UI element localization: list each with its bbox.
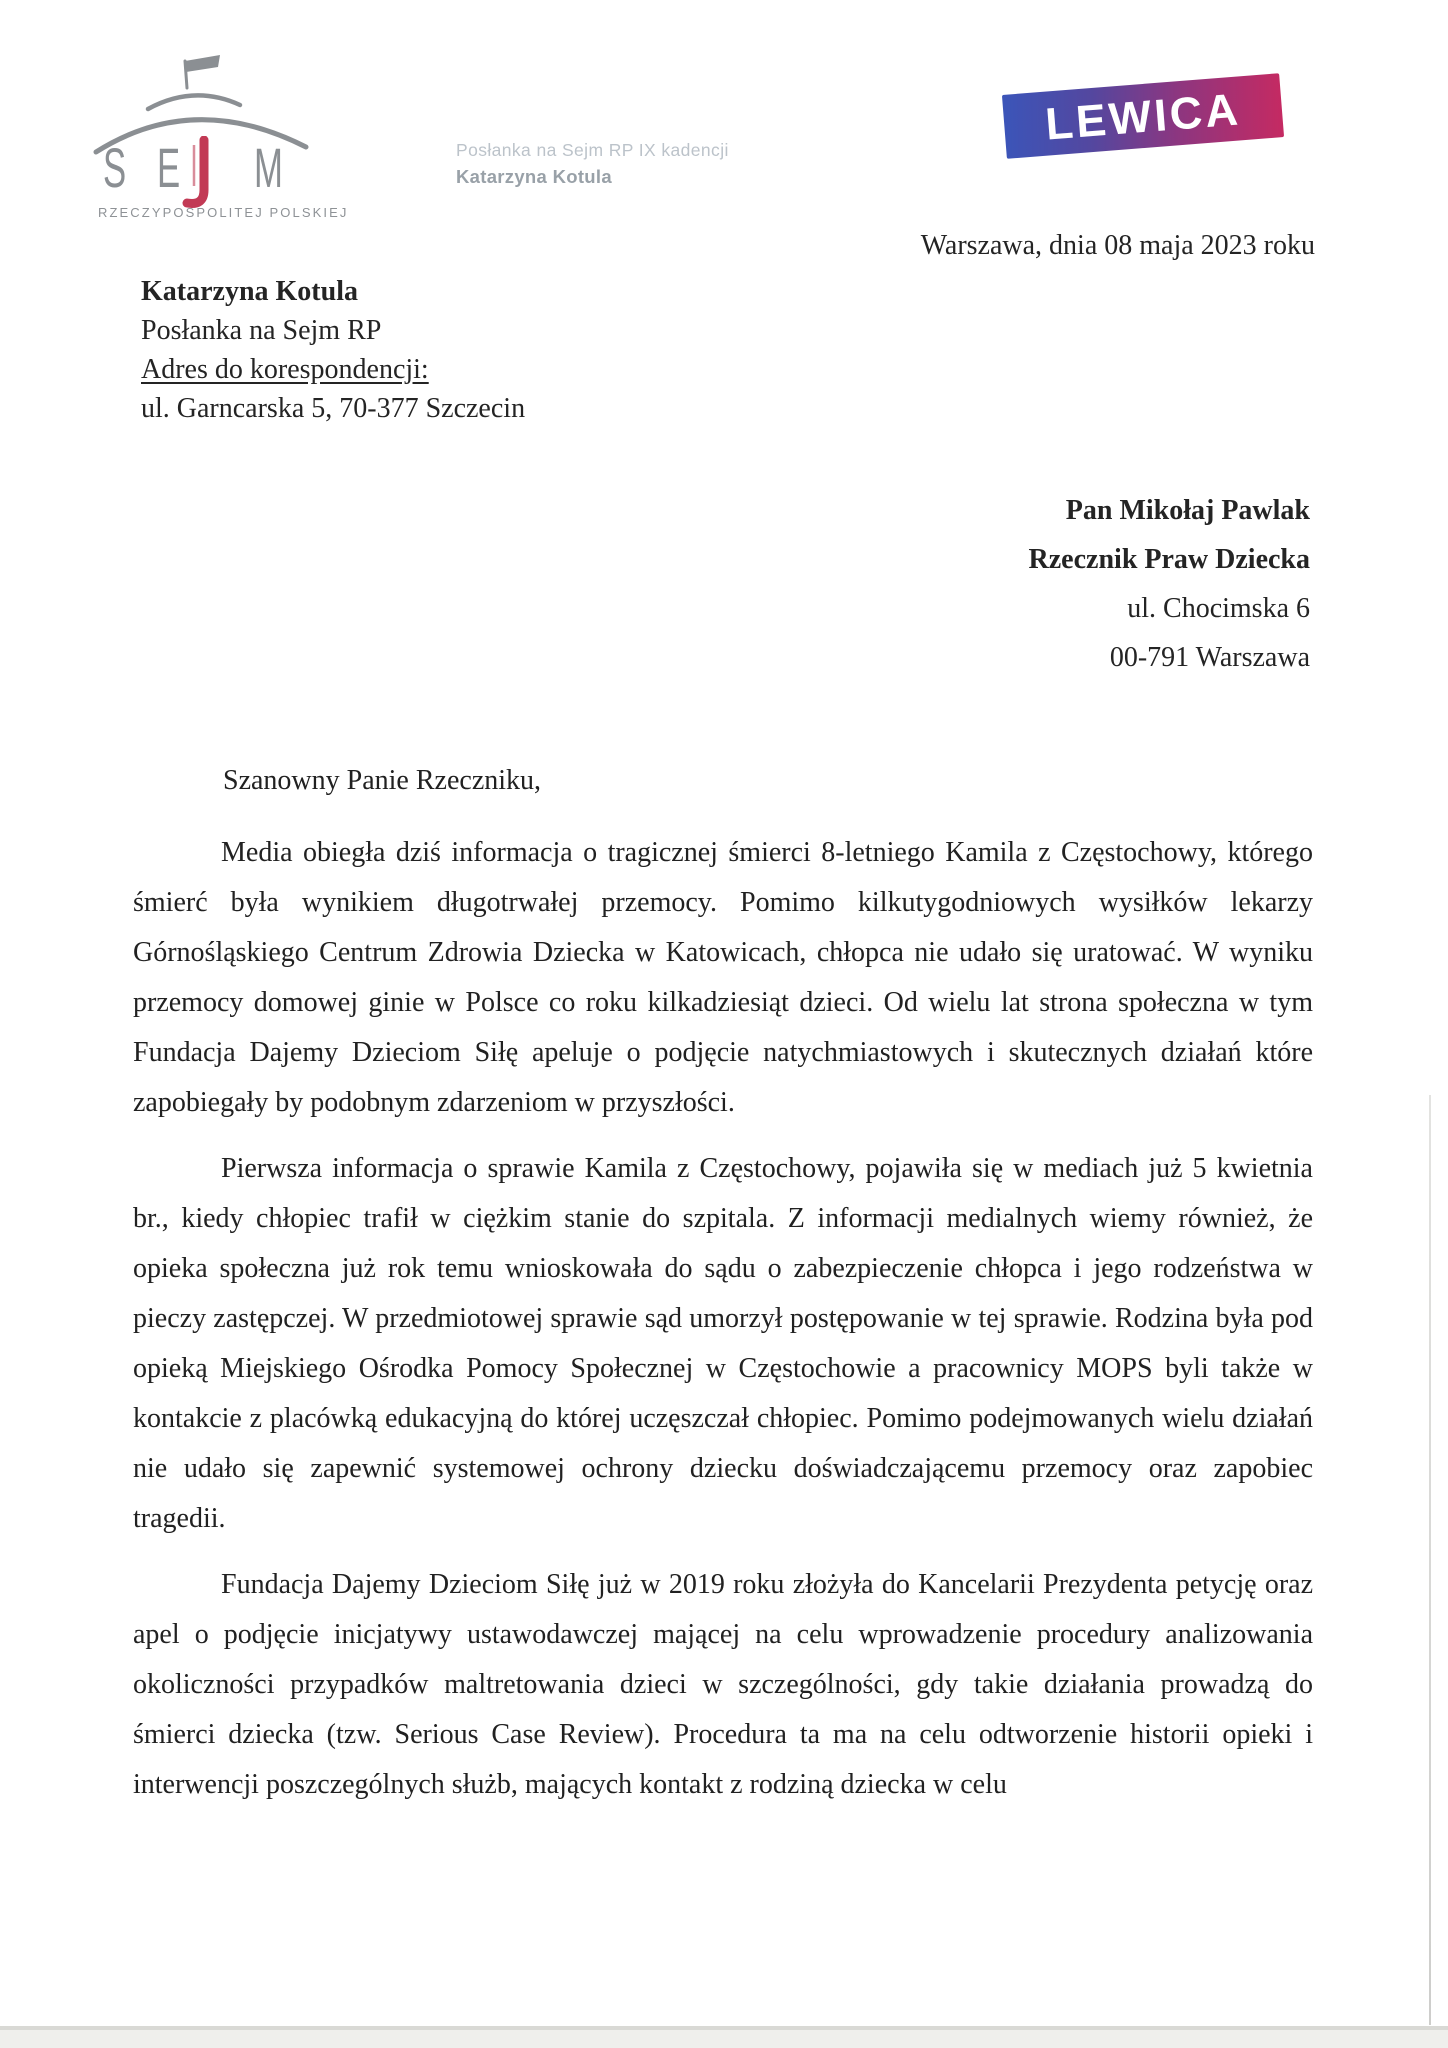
sejm-letter-e: E <box>157 136 181 199</box>
scan-bottom-band <box>0 2030 1448 2048</box>
sejm-letter-s: S <box>103 136 127 199</box>
sender-name: Katarzyna Kotula <box>141 276 358 307</box>
sender-address-label: Adres do korespondencji: <box>141 354 429 385</box>
letter-body <box>133 756 1313 1810</box>
paragraph-3: Fundacja Dajemy Dzieciom Siłę już w 2019 roku złożyła do Kancelarii Prezydenta petycję oraz apel o podjęcie inicjatywy ustawodawczej mającej na celu wprowadzenie procedury analizowania okoliczności przypadków maltretowania dzieci w szczególności, gdy takie działania prowadzą do śmierci dziecka (tzw. Serious Case Review). Procedura ta ma na celu odtworzenie historii opieki i interwencji poszczególnych służb, mających kontakt z rodziną dziecka w celu <box>133 1569 1313 1800</box>
sejm-logo <box>90 52 349 232</box>
sender-address: ul. Garncarska 5, 70-377 Szczecin <box>141 393 526 424</box>
paragraph-2: Pierwsza informacja o sprawie Kamila z Częstochowy, pojawiła się w mediach już 5 kwietnia br., kiedy chłopiec trafił w ciężkim stanie do szpitala. Z informacji medialnych wiemy również, że opieka społeczna już rok temu wnioskowała do sądu o zabezpieczenie chłopca i jego rodzeństwa w pieczy zastępczej. W przedmiotowej sprawie sąd umorzył postępowanie w tej sprawie. Rodzina była pod opieką Miejskiego Ośrodka Pomocy Społecznej w Częstochowie a pracownicy MOPS byli także w kontakcie z placówką edukacyjną do której uczęszczał chłopiec. Pomimo podejmowanych wielu działań nie udało się zapewnić systemowej ochrony dziecku doświadczającemu przemocy oraz zapobiec tragedii. <box>133 1153 1313 1534</box>
sender-block <box>141 272 525 428</box>
recipient-name: Pan Mikołaj Pawlak <box>1065 495 1310 526</box>
recipient-block <box>1029 486 1310 682</box>
scan-right-edge-artifact <box>1429 1095 1431 2025</box>
date-line: Warszawa, dnia 08 maja 2023 roku <box>920 230 1315 261</box>
deputy-name-label: Katarzyna Kotula <box>456 166 612 187</box>
lewica-logo-text: LEWICA <box>1043 82 1243 150</box>
sejm-subtitle: RZECZYPOSPOLITEJ POLSKIEJ <box>98 205 349 220</box>
recipient-street: ul. Chocimska 6 <box>1127 593 1310 624</box>
recipient-title: Rzecznik Praw Dziecka <box>1028 544 1310 575</box>
sejm-letter-m: M <box>254 136 283 199</box>
recipient-city: 00-791 Warszawa <box>1109 642 1310 673</box>
deputy-role-label: Posłanka na Sejm RP IX kadencji <box>456 140 729 160</box>
paragraph-1: Media obiegła dziś informacja o tragicznej śmierci 8-letniego Kamila z Częstochowy, którego śmierć była wynikiem długotrwałej przemocy. Pomimo kilkutygodniowych wysiłków lekarzy Górnośląskiego Centrum Zdrowia Dziecka w Katowicach, chłopca nie udało się uratować. W wyniku przemocy domowej ginie w Polsce co roku kilkadziesiąt dzieci. Od wielu lat strona społeczna w tym Fundacja Dajemy Dzieciom Siłę apeluje o podjęcie natychmiastowych i skutecznych działań które zapobiegały by podobnym zdarzeniom w przyszłości. <box>133 837 1313 1118</box>
lewica-logo <box>1002 73 1284 159</box>
sejm-letter-j-icon <box>180 136 214 214</box>
sender-title: Posłanka na Sejm RP <box>141 315 382 346</box>
salutation: Szanowny Panie Rzeczniku, <box>223 765 542 796</box>
